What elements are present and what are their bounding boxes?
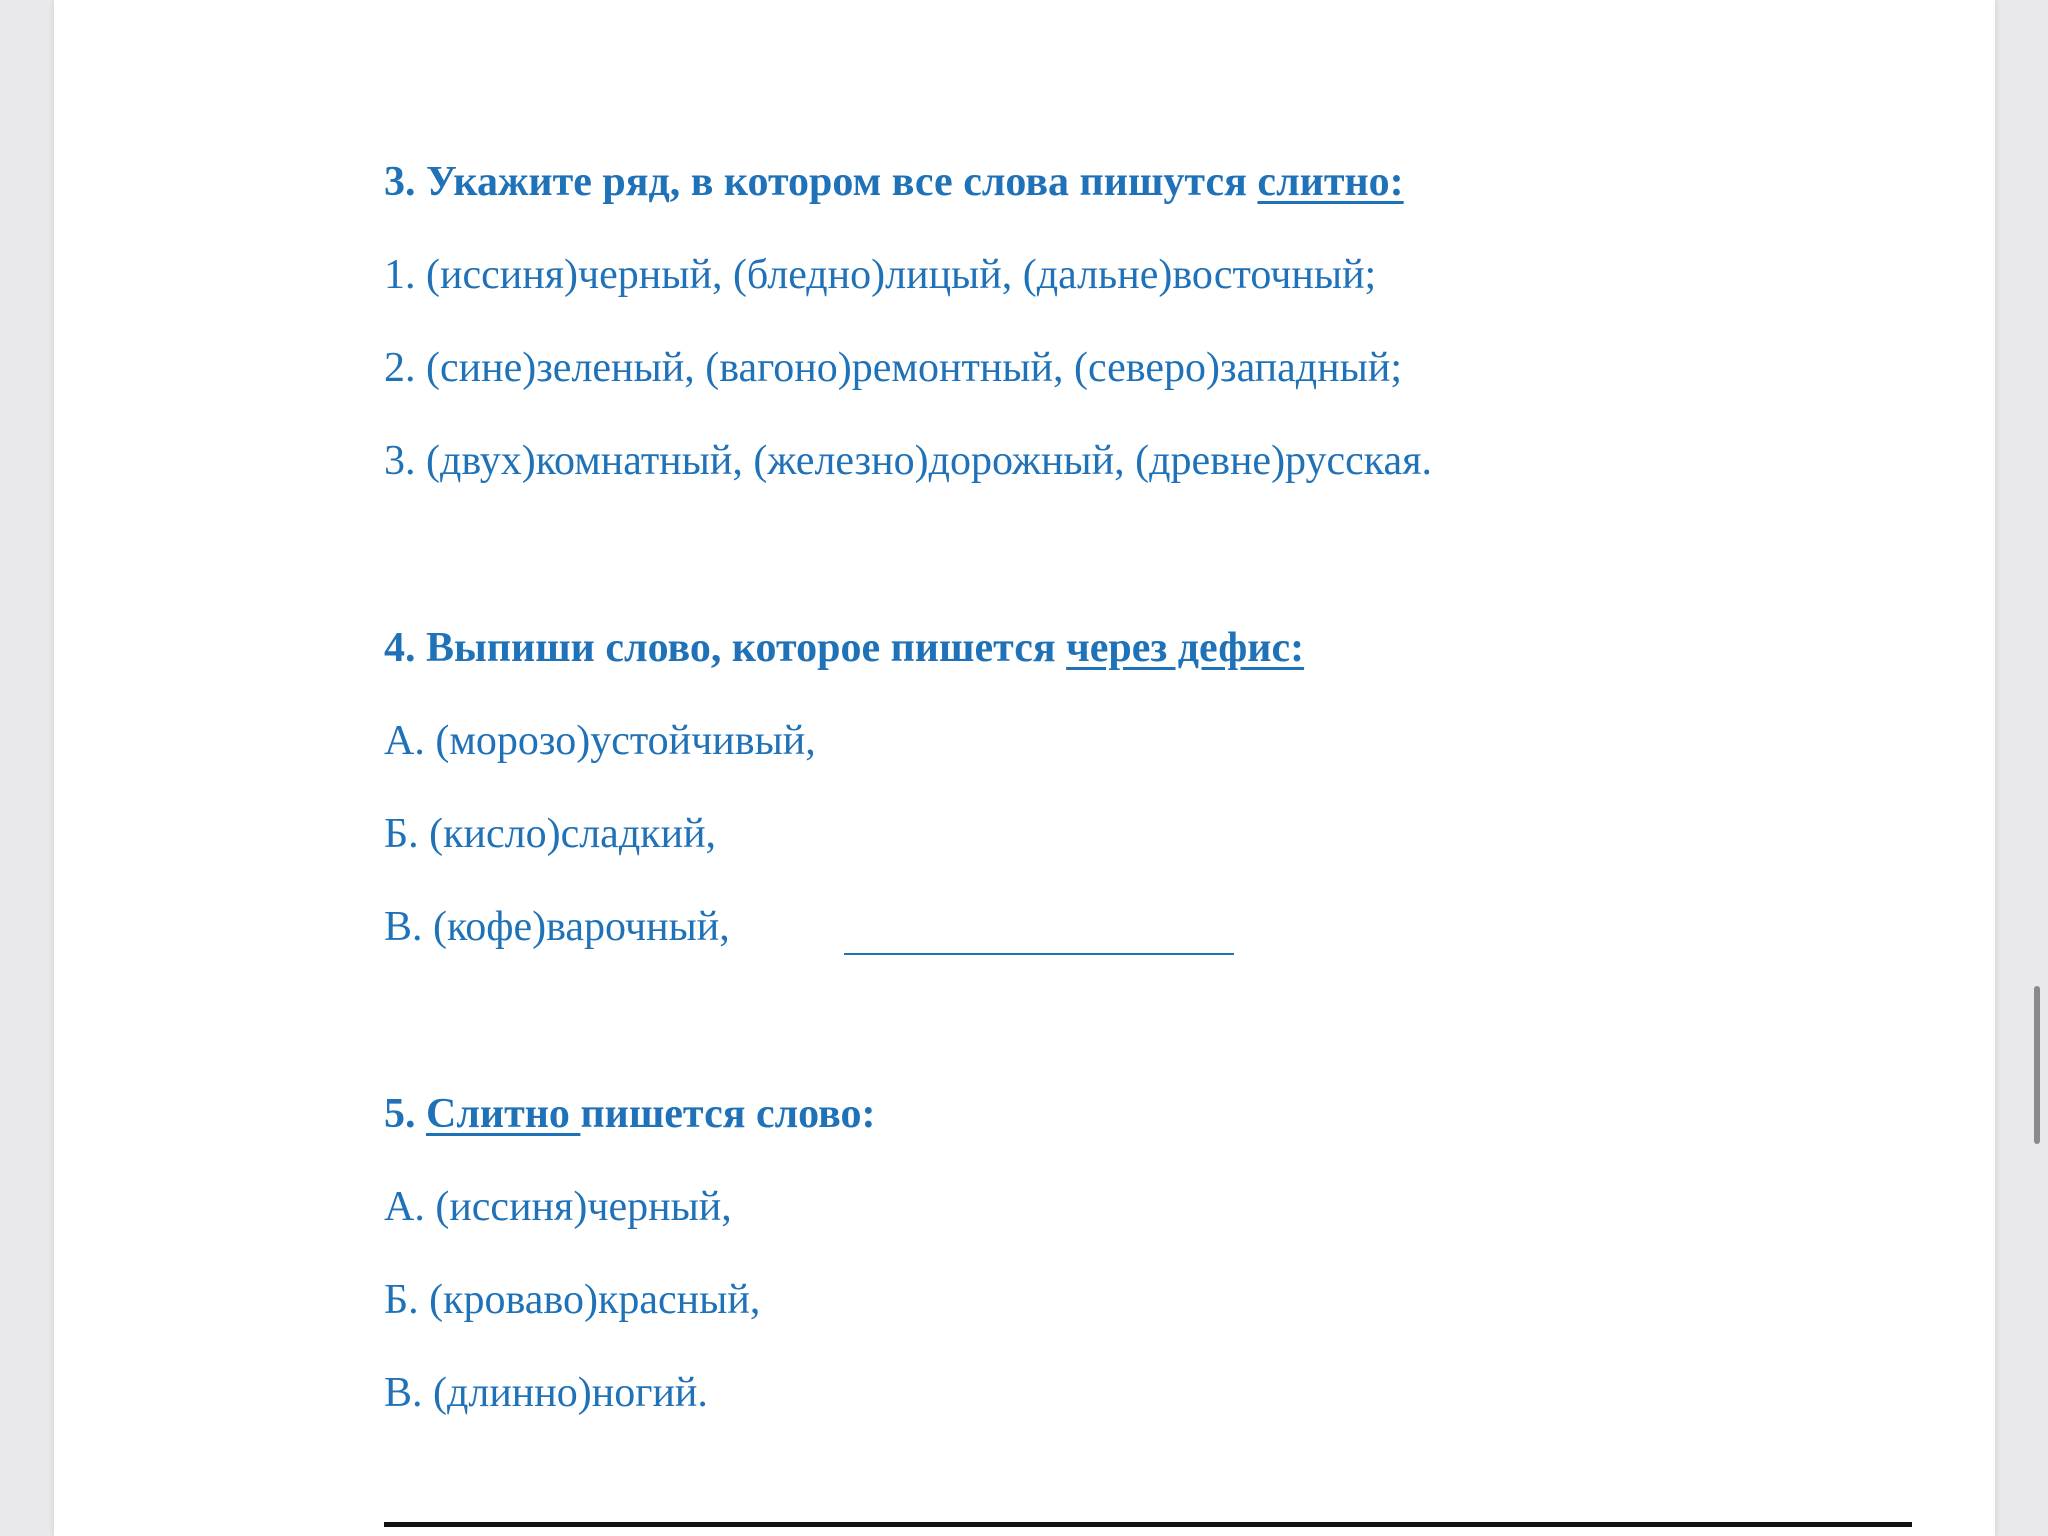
question-3-option-3: 3. (двух)комнатный, (железно)дорожный, (древне)русская.	[384, 438, 1433, 484]
scrollbar-thumb[interactable]	[2034, 986, 2040, 1144]
answer-blank-line	[844, 953, 1234, 955]
question-4-heading-emphasis: через дефис:	[1066, 625, 1305, 671]
question-4-heading	[384, 623, 1304, 673]
question-4-option-c: В. (кофе)варочный,	[384, 904, 730, 950]
question-3-option-1: 1. (иссиня)черный, (бледно)лицый, (дальне)восточный;	[384, 252, 1377, 298]
horizontal-rule	[384, 1522, 1912, 1527]
question-5-heading-emphasis: Слитно	[426, 1091, 581, 1137]
question-3-option-2: 2. (сине)зеленый, (вагоно)ремонтный, (северо)западный;	[384, 345, 1402, 391]
question-5-option-c: В. (длинно)ногий.	[384, 1370, 708, 1416]
question-4-option-b: Б. (кисло)сладкий,	[384, 811, 717, 857]
question-4-heading-text: 4. Выпиши слово, которое пишется	[384, 625, 1067, 671]
question-3-heading-text: 3. Укажите ряд, в котором все слова пишутся	[384, 159, 1258, 205]
document-page	[54, 0, 1995, 1536]
question-4-option-a: А. (морозо)устойчивый,	[384, 718, 816, 764]
question-5-option-b: Б. (кроваво)красный,	[384, 1277, 761, 1323]
question-3-heading-emphasis: слитно:	[1257, 159, 1404, 205]
question-5-heading-text: пишется слово:	[580, 1091, 876, 1137]
question-5-heading	[384, 1089, 875, 1139]
question-5-option-a: А. (иссиня)черный,	[384, 1184, 732, 1230]
question-5-heading-number: 5.	[384, 1091, 426, 1137]
question-3-heading	[384, 157, 1404, 207]
